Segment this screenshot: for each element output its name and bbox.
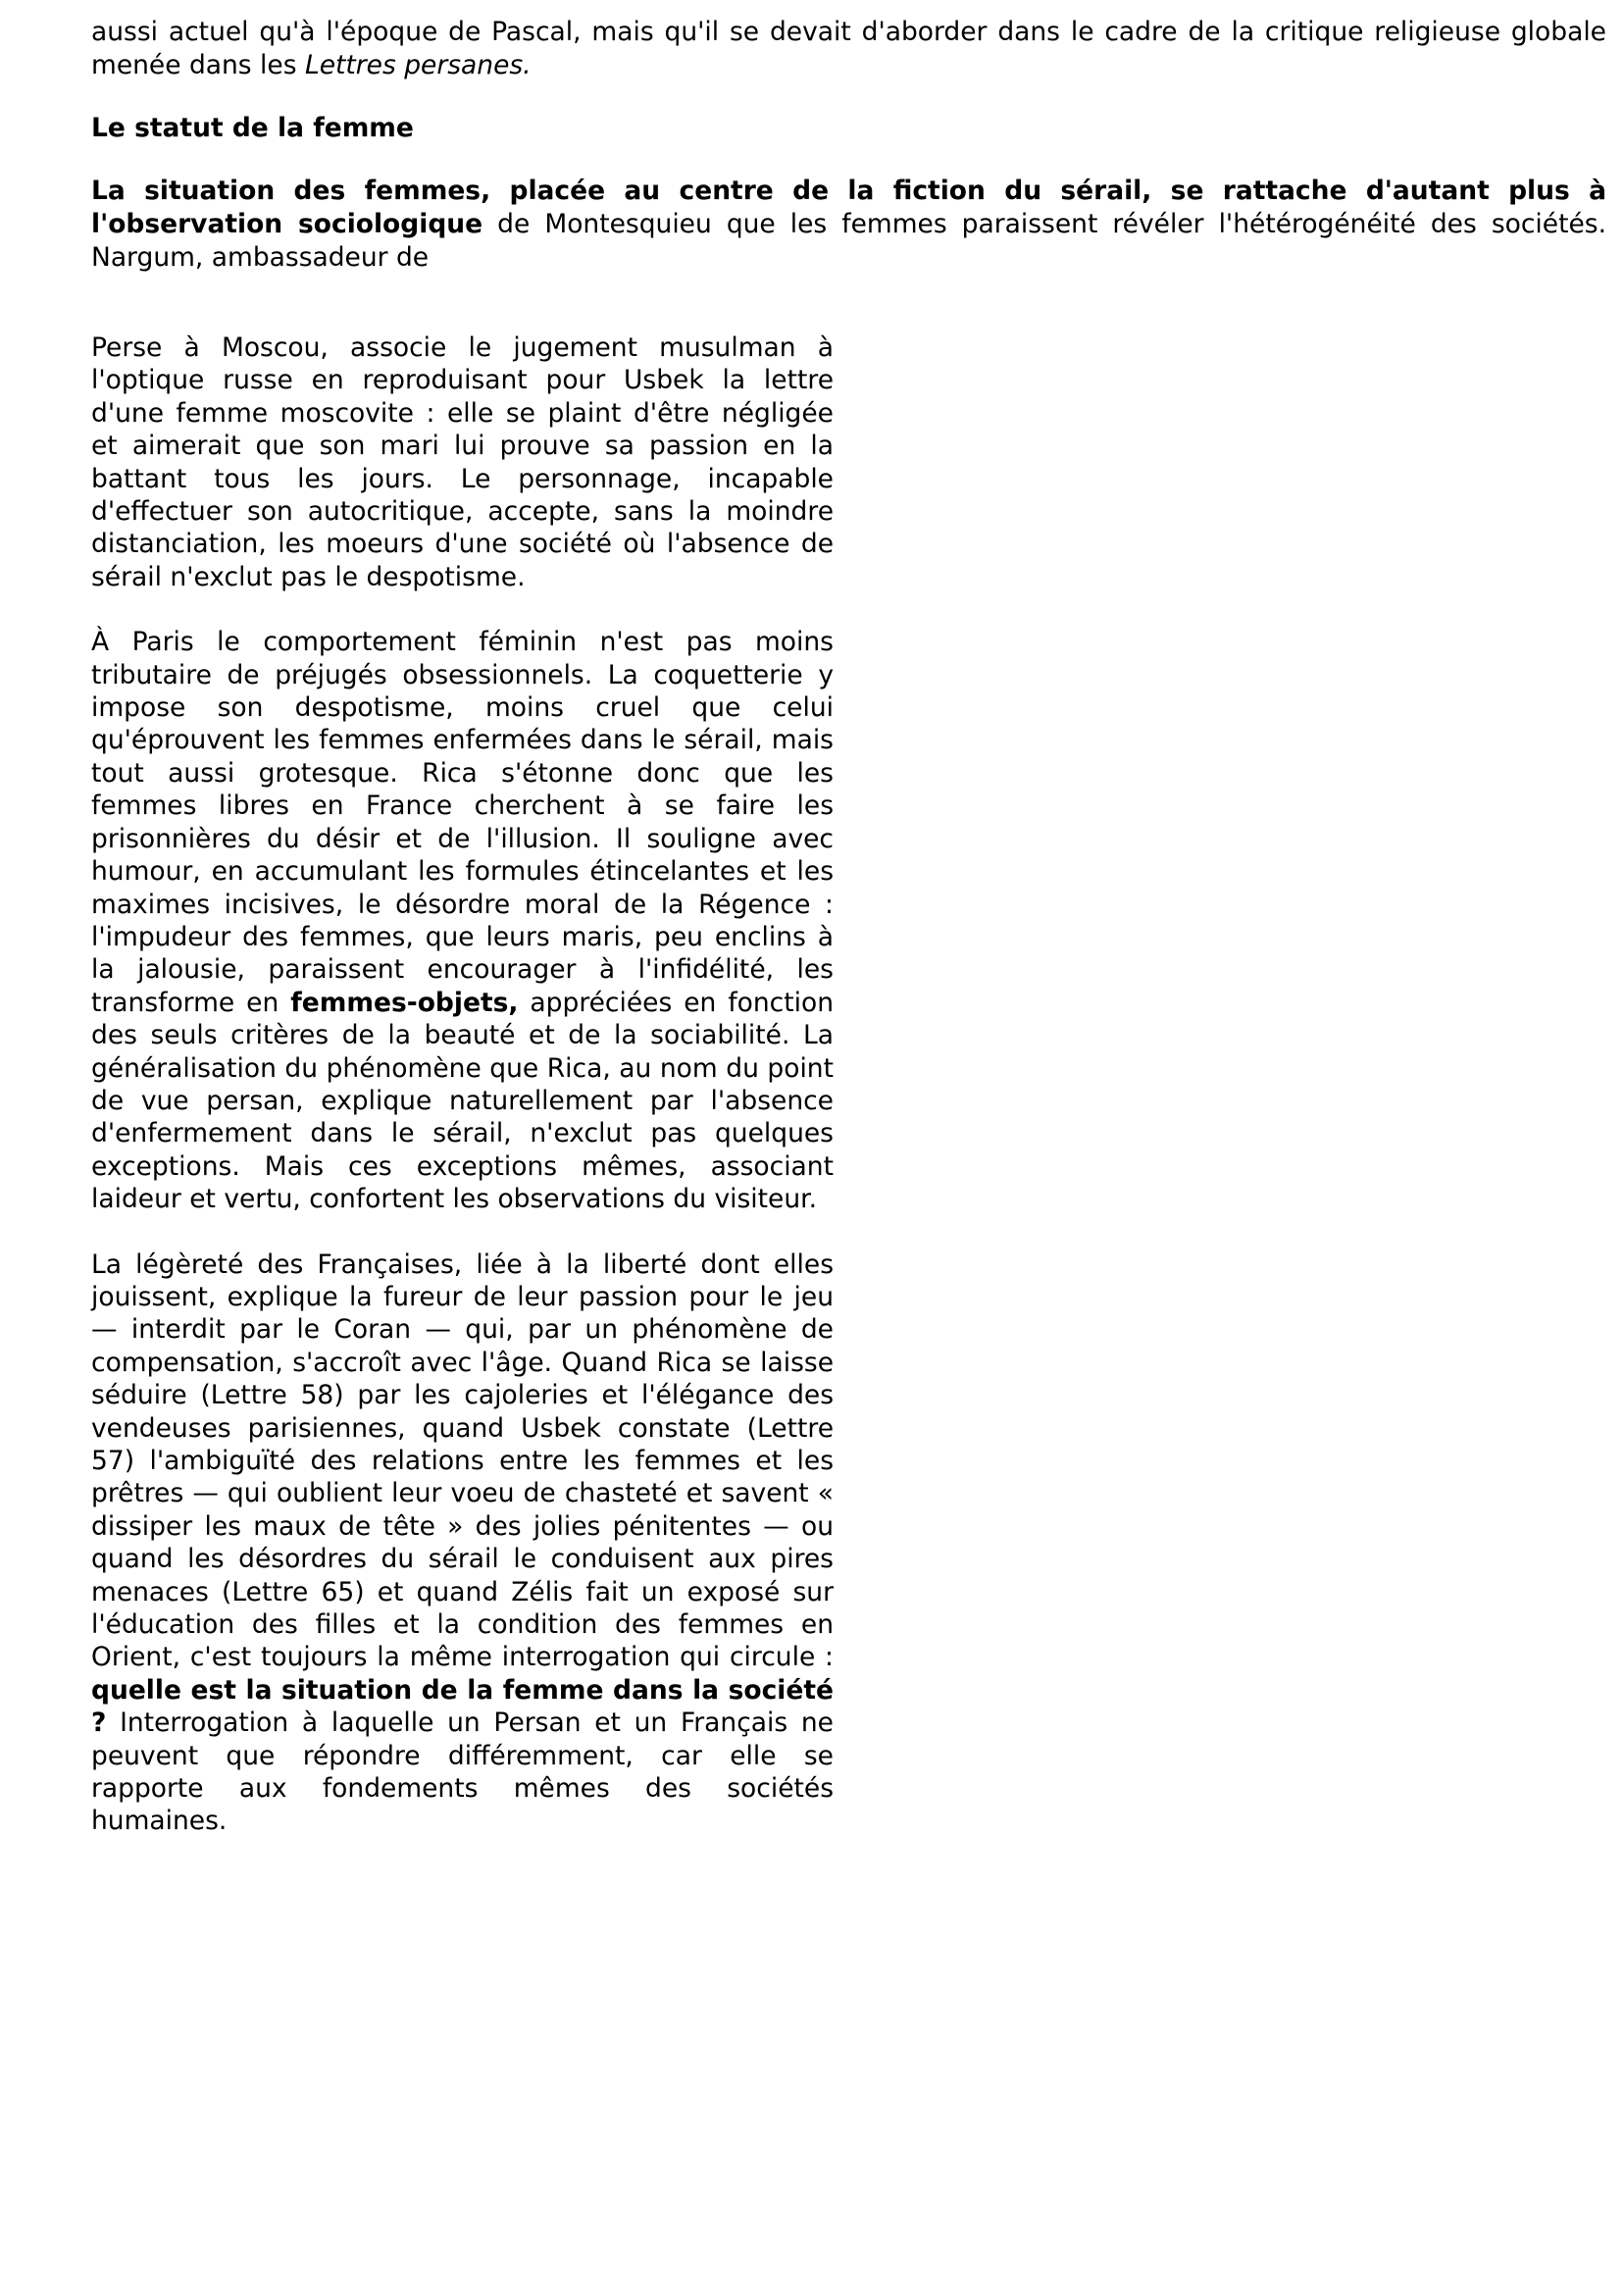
key-question-emphasis: quelle est la situation de la femme dans la société ?: [91, 1674, 834, 1739]
paragraph-2-text-b: appréciées en fonction des seuls critères de la beauté et de la sociabilité. La généralisation du phénomène que Rica, au nom du point de vue persan, explique naturellement par l'absence d'enfermement dans le sérail, n'exclut pas quelques exceptions. Mais ces exceptions mêmes, associant laideur et vertu, confortent les observations du visiteur.: [91, 987, 834, 1215]
paragraph-2-text-a: À Paris le comportement féminin n'est pas moins tributaire de préjugés obsessionnels. La coquetterie y impose son despotisme, moins cruel que celui qu'éprouvent les femmes enfermées dans le sérail, mais tout aussi grotesque. Rica s'étonne donc que les femmes libres en France cherchent à se faire les prisonnières du désir et de l'illusion. Il souligne avec humour, en accumulant les formules étincelantes et les maximes incisives, le désordre moral de la Régence : l'impudeur des femmes, que leurs maris, peu enclins à la jalousie, paraissent encourager à l'infidélité, les transforme en: [91, 627, 834, 1018]
intro-text: aussi actuel qu'à l'époque de Pascal, mais qu'il se devait d'aborder dans le cadre de la critique religieuse globale menée dans les: [91, 17, 1606, 80]
lead-paragraph: [91, 175, 1606, 275]
intro-block: [91, 16, 1606, 275]
paragraph-3-text-b: Interrogation à laquelle un Persan et un Français ne peuvent que répondre différemment, car elle se rapporte aux fondements mêmes des sociétés humaines.: [91, 1708, 834, 1837]
paragraph-3-text-a: La légèreté des Françaises, liée à la liberté dont elles jouissent, explique la fureur de leur passion pour le jeu — interdit par le Coran — qui, par un phénomène de compensation, s'accroît avec l'âge. Quand Rica se laisse séduire (Lettre 58) par les cajoleries et l'élégance des vendeuses parisiennes, quand Usbek constate (Lettre 57) l'ambiguïté des relations entre les femmes et les prêtres — qui oublient leur voeu de chasteté et savent « dissiper les maux de tête » des jolies pénitentes — ou quand les désordres du sérail le conduisent aux pires menaces (Lettre 65) et quand Zélis fait un exposé sur l'éducation des filles et la condition des femmes en Orient, c'est toujours la même interrogation qui circule :: [91, 1249, 834, 1673]
column-paragraph-2: [91, 626, 834, 1215]
lead-text: de Montesquieu que les femmes paraissent révéler l'hétérogénéité des sociétés. Nargum, ambassadeur de: [91, 209, 1606, 273]
column-paragraph-1: Perse à Moscou, associe le jugement musulman à l'optique russe en reproduisant pour Usbek la lettre d'une femme moscovite : elle se plaint d'être négligée et aimerait que son mari lui prouve sa passion en la battant tous les jours. Le personnage, incapable d'effectuer son autocritique, accepte, sans la moindre distanciation, les moeurs d'une société où l'absence de sérail n'exclut pas le despotisme.: [91, 332, 834, 592]
intro-paragraph: [91, 16, 1606, 82]
lead-bold-text: La situation des femmes, placée au centre de la fiction du sérail, se rattache d'autant plus à l'observation sociologique: [91, 176, 1606, 239]
section-heading: Le statut de la femme: [91, 113, 414, 143]
book-title: Lettres persanes.: [304, 50, 532, 80]
text-column: [91, 331, 834, 1870]
column-paragraph-3: [91, 1249, 834, 1838]
femmes-objets-emphasis: femmes-objets,: [290, 987, 519, 1018]
